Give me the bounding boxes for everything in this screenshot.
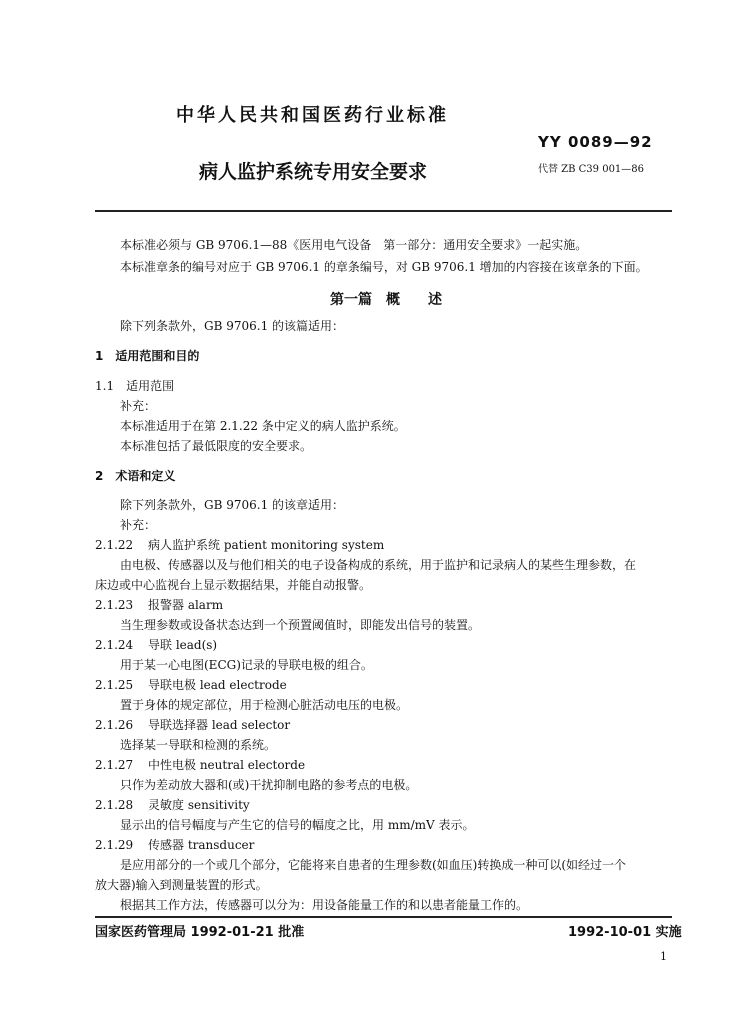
term-number: 2.1.26: [95, 718, 134, 732]
term-title: 报警器 alarm: [148, 598, 224, 612]
term-definition: 只作为差动放大器和(或)干扰抑制电路的参考点的电极。: [120, 778, 418, 792]
part-1-applies: 除下列条款外，GB 9706.1 的该篇适用：: [120, 319, 345, 333]
term-definition: 用于某一心电图(ECG)记录的导联电极的组合。: [120, 658, 373, 672]
header-divider: [95, 210, 672, 212]
term-number: 2.1.22: [95, 538, 134, 552]
term-definition: 是应用部分的一个或几个部分，它能将来自患者的生理参数(如血压)转换成一种可以(如经过一个: [120, 858, 627, 872]
term-title: 病人监护系统 patient monitoring system: [148, 538, 385, 552]
term-title: 灵敏度 sensitivity: [148, 798, 250, 812]
industry-standard-title: 中华人民共和国医药行业标准: [176, 105, 449, 126]
footer-divider: [95, 916, 672, 918]
intro-line-1: 本标准必须与 GB 9706.1—88《医用电气设备 第一部分：通用安全要求》一起实施。: [120, 238, 588, 252]
section-2-applies: 除下列条款外，GB 9706.1 的该章适用：: [120, 498, 345, 512]
approval-statement: 国家医药管理局 1992-01-21 批准: [95, 925, 305, 940]
intro-line-2: 本标准章条的编号对应于 GB 9706.1 的章条编号，对 GB 9706.1 增加的内容接在该章条的下面。: [120, 260, 648, 274]
term-number: 2.1.28: [95, 798, 134, 812]
section-1-1-p2: 本标准包括了最低限度的安全要求。: [120, 439, 313, 453]
term-number: 2.1.25: [95, 678, 134, 692]
term-title: 导联电极 lead electrode: [148, 678, 287, 692]
term-title: 导联选择器 lead selector: [148, 718, 291, 732]
replaces-standard: 代替 ZB C39 001—86: [538, 164, 645, 175]
section-2-supplement: 补充：: [120, 518, 157, 532]
term-definition: 选择某一导联和检测的系统。: [120, 738, 277, 752]
term-number: 2.1.27: [95, 758, 134, 772]
term-title: 导联 lead(s): [148, 638, 218, 652]
term-title: 传感器 transducer: [148, 838, 255, 852]
effective-date: 1992-10-01 实施: [568, 925, 682, 940]
term-definition: 置于身体的规定部位，用于检测心脏活动电压的电极。: [120, 698, 409, 712]
section-1-1-p1: 本标准适用于在第 2.1.22 条中定义的病人监护系统。: [120, 419, 406, 433]
term-number: 2.1.24: [95, 638, 134, 652]
page-number: 1: [660, 950, 667, 963]
term-definition: 显示出的信号幅度与产生它的信号的幅度之比，用 mm/mV 表示。: [120, 818, 475, 832]
standard-number: YY 0089—92: [538, 133, 653, 151]
part-1-title: 第一篇 概 述: [330, 292, 442, 308]
section-2-heading: 2 术语和定义: [95, 469, 176, 483]
term-definition: 由电极、传感器以及与他们相关的电子设备构成的系统，用于监护和记录病人的某些生理参数，在: [120, 558, 637, 572]
term-definition: 床边或中心监视台上显示数据结果，并能自动报警。: [95, 578, 372, 592]
term-definition: 放大器)输入到测量装置的形式。: [95, 878, 268, 892]
section-1-heading: 1 适用范围和目的: [95, 349, 200, 363]
section-1-1-supplement: 补充：: [120, 399, 157, 413]
document-title: 病人监护系统专用安全要求: [199, 161, 428, 183]
term-definition: 根据其工作方法，传感器可以分为：用设备能量工作的和以患者能量工作的。: [120, 898, 529, 912]
section-1-1-heading: 1.1 适用范围: [95, 379, 175, 393]
term-title: 中性电极 neutral electorde: [148, 758, 306, 772]
term-number: 2.1.23: [95, 598, 134, 612]
term-number: 2.1.29: [95, 838, 134, 852]
term-definition: 当生理参数或设备状态达到一个预置阈值时，即能发出信号的装置。: [120, 618, 481, 632]
